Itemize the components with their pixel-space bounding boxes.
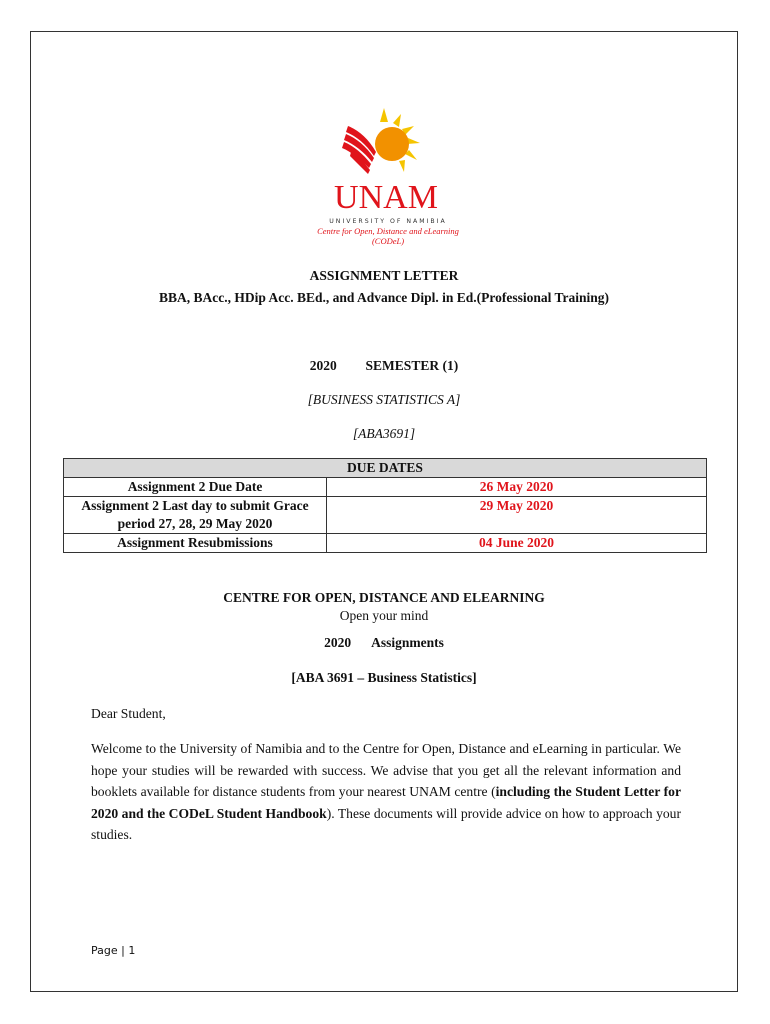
logo-codel-text: (CODeL) xyxy=(371,236,405,246)
course-code: [ABA3691] xyxy=(352,426,416,441)
due-dates-heading: DUE DATES xyxy=(64,459,707,478)
due-date-label: Assignment 2 Due Date xyxy=(64,478,327,497)
due-date-value: 26 May 2020 xyxy=(327,478,707,497)
semester-text: SEMESTER (1) xyxy=(365,358,459,373)
logo-centre-text: Centre for Open, Distance and eLearning xyxy=(317,226,459,236)
welcome-text-bold: including the Student Letter for 2020 and the CODeL Student Handbook xyxy=(91,784,682,821)
page-number: Page | 1 xyxy=(91,944,136,957)
table-row xyxy=(64,497,707,534)
unam-logo xyxy=(296,108,476,258)
due-dates-table xyxy=(63,458,707,553)
programmes-line: BBA, BAcc., HDip Acc. BEd., and Advance Dipl. in Ed.(Professional Training) xyxy=(158,290,610,305)
due-date-label: Assignment 2 Last day to submit Grace period 27, 28, 29 May 2020 xyxy=(64,497,327,534)
welcome-paragraph xyxy=(91,738,681,846)
due-date-value: 29 May 2020 xyxy=(327,497,707,534)
logo-wordmark: UNAM xyxy=(334,179,438,216)
greeting: Dear Student, xyxy=(91,706,166,721)
welcome-text-part2: ). These documents will provide advice on how to approach your studies. xyxy=(91,805,681,842)
welcome-text-part1: Welcome to the University of Namibia and to the Centre for Open, Distance and eLearning in particular. We hope your studies will be rewarded with success. We advise that you get all the relevant information and booklets available for distance students from your nearest UNAM centre ( xyxy=(91,741,681,799)
assignments-year: 2020 xyxy=(324,635,352,650)
due-date-value: 04 June 2020 xyxy=(327,534,707,553)
due-date-label: Assignment Resubmissions xyxy=(64,534,327,553)
year-text: 2020 xyxy=(309,358,337,373)
centre-name: CENTRE FOR OPEN, DISTANCE AND ELEARNING xyxy=(223,590,545,605)
table-row xyxy=(64,534,707,553)
course-reference: [ABA 3691 – Business Statistics] xyxy=(291,670,477,685)
assignments-line xyxy=(30,635,738,651)
course-name: [BUSINESS STATISTICS A] xyxy=(307,392,461,407)
year-semester-line xyxy=(30,358,738,374)
sun-book-emblem-icon xyxy=(296,108,476,258)
table-row xyxy=(64,478,707,497)
assignment-letter-title: ASSIGNMENT LETTER xyxy=(309,268,459,283)
assignments-label: Assignments xyxy=(371,635,444,650)
centre-motto: Open your mind xyxy=(339,608,429,623)
due-dates-header-row xyxy=(64,459,707,478)
logo-university-text: UNIVERSITY OF NAMIBIA xyxy=(329,218,447,225)
